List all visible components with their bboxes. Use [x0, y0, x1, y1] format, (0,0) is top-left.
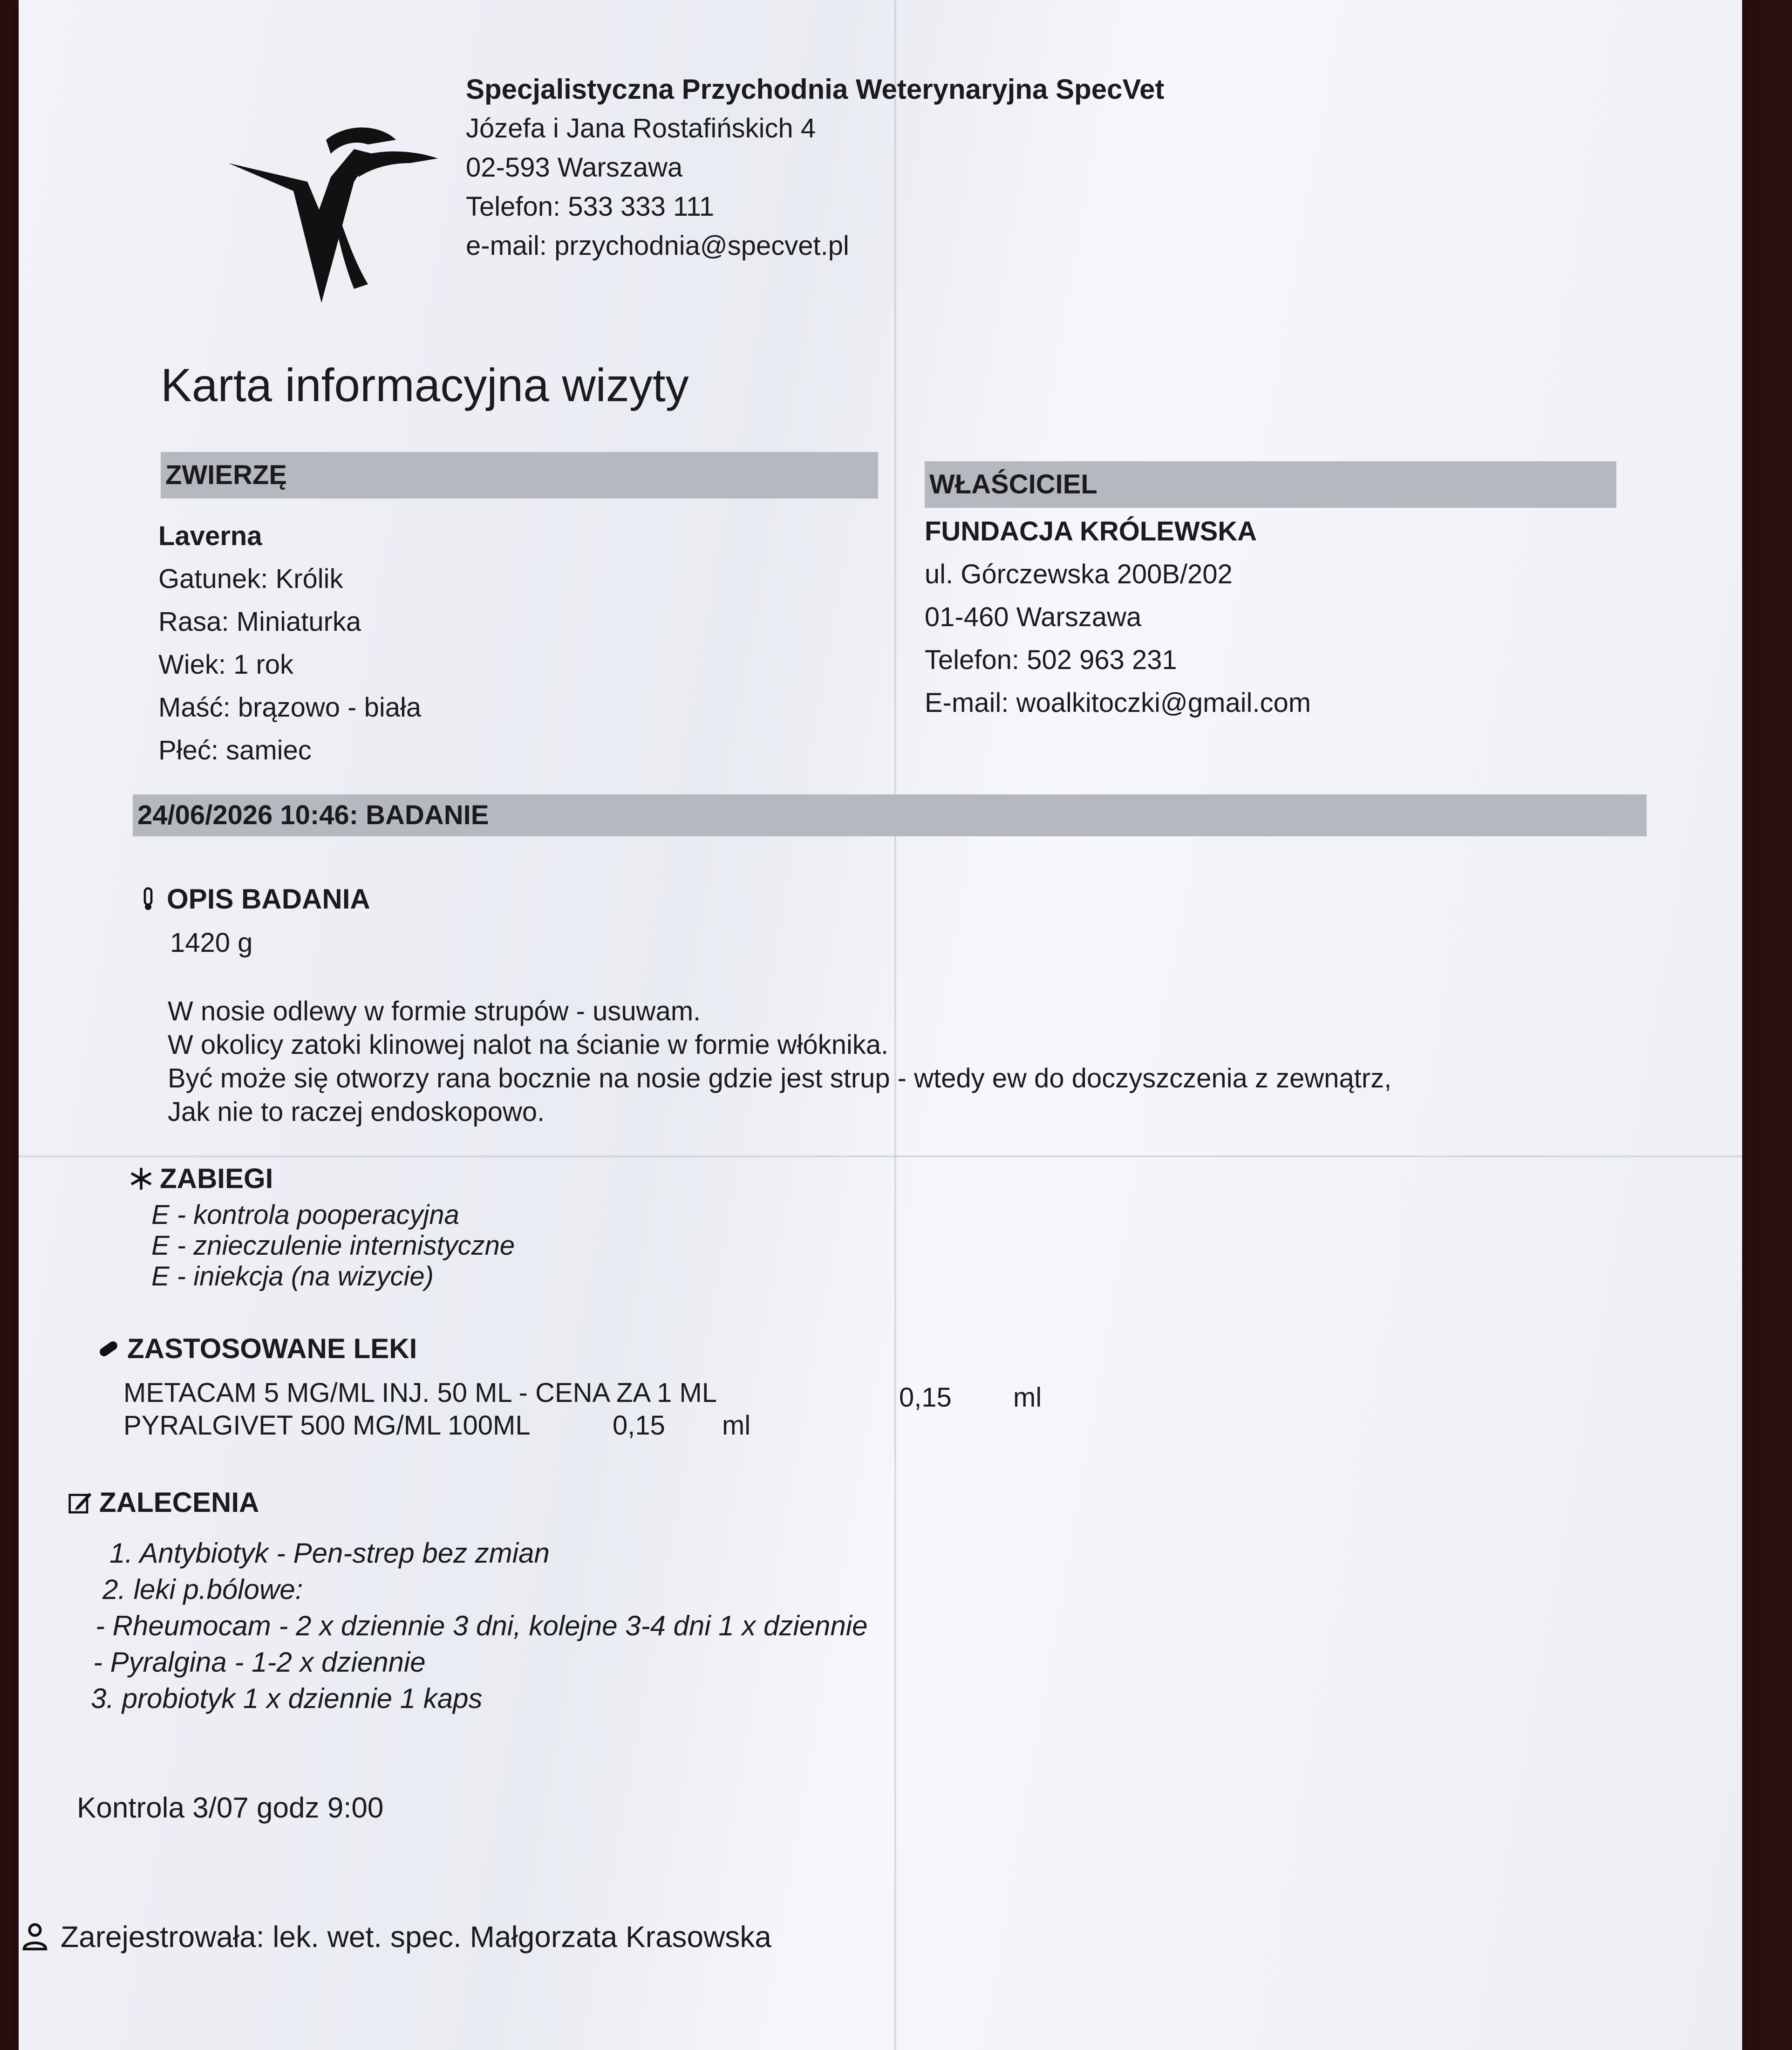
animal-section-header: ZWIERZĘ [161, 452, 878, 499]
asterisk-icon [128, 1166, 154, 1192]
animal-species: Gatunek: Królik [158, 564, 343, 594]
animal-name: Laverna [158, 521, 262, 551]
clinic-phone: Telefon: 533 333 111 [466, 191, 715, 222]
list-item: 1. Antybiotyk - Pen-strep bez zmian [109, 1538, 550, 1569]
drug-unit: ml [722, 1410, 751, 1441]
drug-name: PYRALGIVET 500 MG/ML 100ML [123, 1410, 531, 1441]
list-item: E - kontrola pooperacyjna [151, 1200, 459, 1230]
owner-details [925, 510, 1311, 724]
exam-section-header [135, 883, 370, 915]
document-title: Karta informacyjna wizyty [161, 359, 689, 411]
procedures-list [151, 1200, 515, 1292]
animal-sex: Płeć: samiec [158, 735, 312, 765]
clinic-city: 02-593 Warszawa [466, 152, 683, 183]
exam-line: W nosie odlewy w formie strupów - usuwam. [168, 996, 701, 1026]
animal-age: Wiek: 1 rok [158, 649, 294, 680]
clinic-street: Józefa i Jana Rostafińskich 4 [466, 113, 816, 144]
list-item: - Rheumocam - 2 x dziennie 3 dni, kolejne 3-4 dni 1 x dziennie [95, 1610, 868, 1641]
recommendations-header-label: ZALECENIA [99, 1487, 259, 1518]
drugs-header-label: ZASTOSOWANE LEKI [127, 1333, 417, 1364]
pill-icon [95, 1336, 122, 1362]
clinic-name: Specjalistyczna Przychodnia Weterynaryjna SpecVet [466, 74, 1165, 105]
drug-qty: 0,15 [613, 1410, 665, 1441]
list-item: 3. probiotyk 1 x dziennie 1 kaps [91, 1683, 483, 1714]
table-row [123, 1409, 1102, 1442]
followup-note: Kontrola 3/07 godz 9:00 [77, 1792, 384, 1824]
owner-street: ul. Górczewska 200B/202 [925, 559, 1233, 589]
list-item: E - iniekcja (na wizycie) [151, 1261, 434, 1292]
exam-weight: 1420 g [170, 928, 253, 958]
recommendations-list [91, 1535, 868, 1717]
visit-section-header: 24/06/2026 10:46: BADANIE [133, 794, 1647, 836]
owner-section-header: WŁAŚCICIEL [925, 461, 1616, 508]
clinic-email: e-mail: przychodnia@specvet.pl [466, 231, 849, 261]
animal-color: Maść: brązowo - biała [158, 692, 422, 723]
exam-description [168, 995, 1391, 1129]
owner-email: E-mail: woalkitoczki@gmail.com [925, 688, 1311, 718]
drug-qty: 0,15 [899, 1382, 952, 1413]
drug-name: METACAM 5 MG/ML INJ. 50 ML - CENA ZA 1 ML [123, 1378, 717, 1408]
procedures-header-label: ZABIEGI [160, 1163, 273, 1194]
owner-city: 01-460 Warszawa [925, 602, 1142, 632]
clinic-header [466, 70, 1165, 266]
pencil-note-icon [68, 1490, 94, 1516]
exam-line: W okolicy zatoki klinowej nalot na ścianie w formie włóknika. [168, 1030, 889, 1060]
animal-details [158, 515, 421, 772]
registered-by [19, 1920, 771, 1954]
procedures-section-header [128, 1162, 273, 1195]
owner-name: FUNDACJA KRÓLEWSKA [925, 516, 1257, 547]
drugs-section-header [95, 1332, 417, 1365]
drug-unit: ml [1013, 1382, 1042, 1413]
registered-by-text: Zarejestrowała: lek. wet. spec. Małgorzata Krasowska [61, 1920, 771, 1954]
table-row [123, 1377, 1102, 1413]
user-stamp-icon [19, 1920, 51, 1953]
animal-breed: Rasa: Miniaturka [158, 607, 361, 637]
paper-fold-horizontal [19, 1155, 1742, 1157]
exam-line: Jak nie to raczej endoskopowo. [168, 1097, 545, 1127]
exam-line: Być może się otworzy rana bocznie na nosie gdzie jest strup - wtedy ew do doczyszczenia z zewnątrz, [168, 1063, 1392, 1093]
document-sheet [19, 0, 1742, 2050]
exam-header-label: OPIS BADANIA [167, 883, 370, 915]
owner-phone: Telefon: 502 963 231 [925, 645, 1177, 675]
list-item: E - znieczulenie internistyczne [151, 1230, 515, 1261]
list-item: 2. leki p.bólowe: [102, 1574, 303, 1605]
clinic-logo-icon [214, 112, 447, 317]
thermometer-icon [135, 886, 161, 912]
list-item: - Pyralgina - 1-2 x dziennie [93, 1647, 426, 1678]
drugs-table [123, 1377, 1102, 1442]
recommendations-section-header [68, 1486, 259, 1518]
